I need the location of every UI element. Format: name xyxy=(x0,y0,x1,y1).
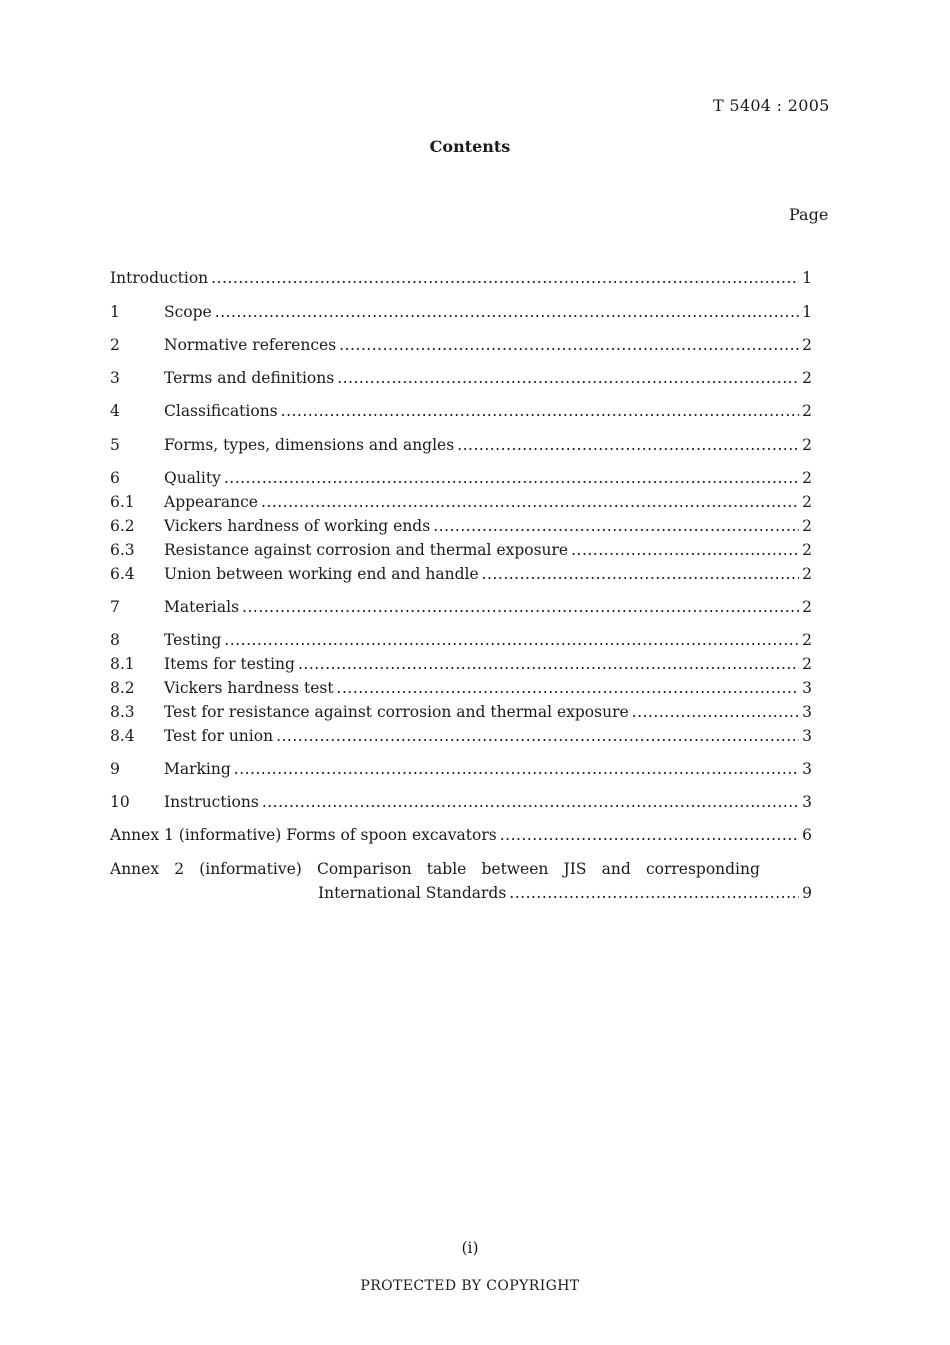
toc-entry-number: 8.4 xyxy=(110,727,135,745)
toc-entry-title: International Standards xyxy=(318,884,507,902)
dot-leader xyxy=(339,336,799,354)
dot-leader xyxy=(433,517,799,535)
toc-entry-number: 3 xyxy=(110,369,120,387)
toc-entry-number: 8.2 xyxy=(110,679,135,697)
toc-entry xyxy=(110,598,812,620)
annex2-word: and xyxy=(601,860,631,878)
toc-entry-number: 6.3 xyxy=(110,541,135,559)
toc-entry-number: 10 xyxy=(110,793,130,811)
toc-entry xyxy=(110,269,812,291)
toc-entry-title: Instructions xyxy=(164,793,259,811)
dot-leader xyxy=(276,727,799,745)
page-number: (i) xyxy=(461,1239,479,1257)
toc-entry-page: 2 xyxy=(802,469,812,487)
toc-entry-number: 8.3 xyxy=(110,703,135,721)
toc-entry-page: 9 xyxy=(802,884,812,902)
toc-entry-title: Scope xyxy=(164,303,212,321)
page-column-label: Page xyxy=(789,205,829,224)
toc-entry xyxy=(110,826,812,848)
toc-entry-page: 6 xyxy=(802,826,812,844)
toc-entry-number: 6 xyxy=(110,469,120,487)
toc-entry xyxy=(110,565,812,587)
toc-entry-page: 2 xyxy=(802,493,812,511)
toc-entry-title: Forms, types, dimensions and angles xyxy=(164,436,455,454)
toc-entry-annex-2-line-1 xyxy=(110,860,760,878)
toc-entry-page: 2 xyxy=(802,631,812,649)
toc-entry-number: 6.1 xyxy=(110,493,135,511)
dot-leader xyxy=(337,369,799,387)
annex2-word: Comparison xyxy=(316,860,412,878)
toc-entry-title: Items for testing xyxy=(164,655,295,673)
toc-entry-page: 2 xyxy=(802,517,812,535)
toc-entry-title: Classifications xyxy=(164,402,278,420)
toc-entry-number: 8.1 xyxy=(110,655,135,673)
dot-leader xyxy=(337,679,800,697)
toc-entry-page: 1 xyxy=(802,269,812,287)
toc-entry-title: Marking xyxy=(164,760,231,778)
toc-entry-page: 3 xyxy=(802,760,812,778)
toc-entry-number: 1 xyxy=(110,303,120,321)
toc-entry-page: 3 xyxy=(802,679,812,697)
toc-entry-page: 2 xyxy=(802,565,812,583)
toc-entry xyxy=(110,469,812,491)
annex2-word: between xyxy=(481,860,549,878)
toc-entry xyxy=(110,679,812,701)
toc-entry-title: Materials xyxy=(164,598,240,616)
dot-leader xyxy=(571,541,799,559)
toc-entry-title: Annex 1 (informative) Forms of spoon excavators xyxy=(110,826,497,844)
annex2-word: table xyxy=(426,860,467,878)
toc-entry-title: Terms and definitions xyxy=(164,369,335,387)
toc-entry xyxy=(110,436,812,458)
dot-leader xyxy=(215,303,799,321)
toc-entry-page: 3 xyxy=(802,727,812,745)
toc-entry-title: Vickers hardness of working ends xyxy=(164,517,431,535)
toc-entry-page: 2 xyxy=(802,402,812,420)
toc-entry xyxy=(110,793,812,815)
dot-leader xyxy=(211,269,799,287)
toc-entry-number: 7 xyxy=(110,598,120,616)
dot-leader xyxy=(224,631,799,649)
toc-entry xyxy=(110,727,812,749)
dot-leader xyxy=(509,884,799,902)
toc-entry-title: Union between working end and handle xyxy=(164,565,479,583)
toc-entry-page: 2 xyxy=(802,598,812,616)
toc-entry-title: Test for resistance against corrosion and thermal exposure xyxy=(164,703,629,721)
dot-leader xyxy=(281,402,799,420)
annex2-word: Annex xyxy=(110,860,160,878)
toc-entry-title: Introduction xyxy=(110,269,209,287)
toc-entry-annex-2-line-2 xyxy=(318,884,812,906)
toc-entry-title: Vickers hardness test xyxy=(164,679,334,697)
dot-leader xyxy=(500,826,799,844)
dot-leader xyxy=(632,703,799,721)
toc-entry-page: 2 xyxy=(802,436,812,454)
toc-entry-number: 6.4 xyxy=(110,565,135,583)
toc-entry xyxy=(110,336,812,358)
dot-leader xyxy=(242,598,799,616)
toc-entry-page: 2 xyxy=(802,336,812,354)
annex2-word: JIS xyxy=(563,860,587,878)
page-title: Contents xyxy=(429,137,511,156)
dot-leader xyxy=(457,436,799,454)
toc-entry-page: 3 xyxy=(802,793,812,811)
dot-leader xyxy=(262,793,799,811)
toc-entry-title: Resistance against corrosion and thermal exposure xyxy=(164,541,569,559)
toc-entry-page: 2 xyxy=(802,655,812,673)
toc-entry-number: 8 xyxy=(110,631,120,649)
toc-entry-title: Normative references xyxy=(164,336,337,354)
toc-entry-title: Quality xyxy=(164,469,221,487)
toc-entry xyxy=(110,703,812,725)
toc-entry-number: 5 xyxy=(110,436,120,454)
toc-entry-page: 1 xyxy=(802,303,812,321)
toc-entry xyxy=(110,369,812,391)
toc-entry xyxy=(110,655,812,677)
dot-leader xyxy=(482,565,800,583)
toc-entry-page: 3 xyxy=(802,703,812,721)
toc-entry-page: 2 xyxy=(802,541,812,559)
toc-entry xyxy=(110,303,812,325)
dot-leader xyxy=(261,493,799,511)
toc-entry-title: Appearance xyxy=(164,493,258,511)
toc-entry-number: 9 xyxy=(110,760,120,778)
toc-entry-title: Test for union xyxy=(164,727,274,745)
toc-entry-page: 2 xyxy=(802,369,812,387)
dot-leader xyxy=(224,469,799,487)
toc-entry xyxy=(110,493,812,515)
toc-entry xyxy=(110,631,812,653)
toc-entry-number: 4 xyxy=(110,402,120,420)
annex2-word: 2 xyxy=(174,860,185,878)
annex2-word: (informative) xyxy=(199,860,302,878)
standard-number: T 5404 : 2005 xyxy=(713,96,830,115)
toc-entry-number: 6.2 xyxy=(110,517,135,535)
annex2-word: corresponding xyxy=(645,860,760,878)
toc-entry xyxy=(110,760,812,782)
dot-leader xyxy=(298,655,799,673)
dot-leader xyxy=(234,760,799,778)
copyright-notice: PROTECTED BY COPYRIGHT xyxy=(360,1278,580,1294)
toc-entry-number: 2 xyxy=(110,336,120,354)
toc-entry-title: Testing xyxy=(164,631,222,649)
toc-entry xyxy=(110,402,812,424)
toc-entry xyxy=(110,541,812,563)
toc-entry xyxy=(110,517,812,539)
